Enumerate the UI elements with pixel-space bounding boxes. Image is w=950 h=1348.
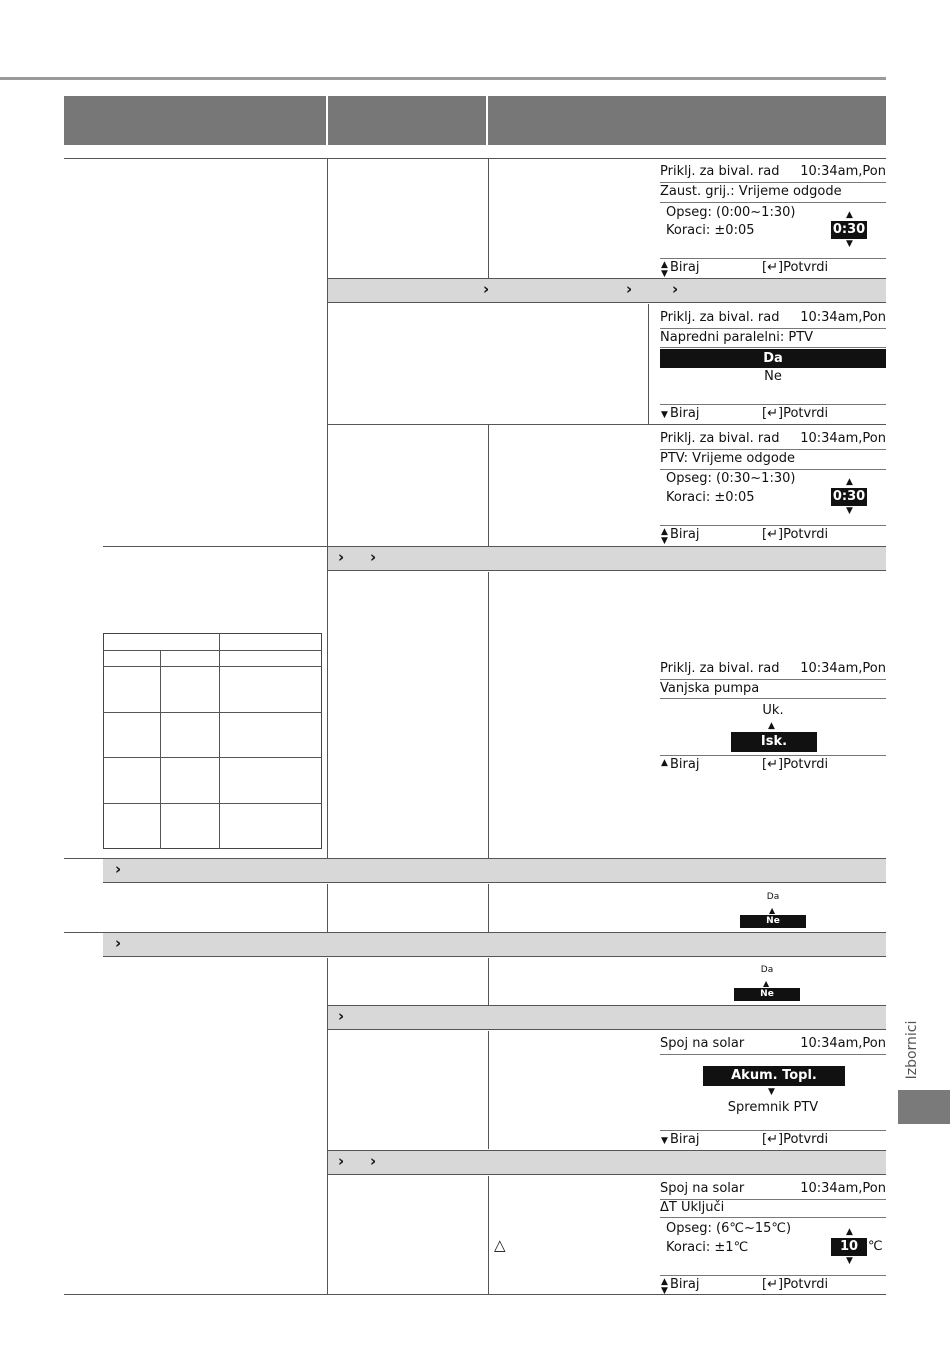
table-header-col-1	[64, 96, 326, 145]
up-down-arrow-icon: ▲ ▼	[661, 527, 668, 546]
down-arrow-icon: ▼	[768, 1087, 775, 1097]
enter-key-icon: ↵	[767, 260, 778, 275]
col-divider	[327, 884, 328, 932]
lcd-screen-ptv-vrijeme-odgode: Priklj. za bival. rad 10:34am,Pon PTV: Vrijeme odgode Opseg: (0:30~1:30) Koraci: ±0:05 ▲ 0:30 ▼ ▲ ▼ Biraj [↵]Potvrdi	[660, 431, 886, 546]
row-divider	[64, 158, 886, 159]
up-arrow-icon: ▲	[661, 758, 668, 768]
mini-selector: Da ▲ Ne	[734, 963, 800, 1003]
down-arrow-icon: ▼	[661, 1136, 668, 1146]
up-down-arrow-icon: ▲ ▼	[661, 1277, 668, 1296]
row-divider	[327, 424, 886, 425]
col-divider	[488, 424, 489, 546]
up-down-arrow-icon: ▲ ▼	[661, 260, 668, 279]
chevron-right-icon: ›	[115, 934, 122, 952]
table-header-col-3	[488, 96, 886, 145]
down-arrow-icon: ▼	[846, 1256, 853, 1266]
chevron-right-icon: ›	[115, 860, 122, 878]
option: Spremnik PTV	[727, 1100, 819, 1115]
col-divider	[488, 572, 489, 858]
col-divider	[488, 884, 489, 932]
chevron-right-icon: ›	[338, 548, 345, 566]
col-divider	[488, 1176, 489, 1294]
lcd-screen-spoj-na-solar: Spoj na solar 10:34am,Pon Akum. Topl. ▼ Spremnik PTV ▼ Biraj [↵]Potvrdi	[660, 1036, 886, 1147]
up-arrow-icon: ▲	[763, 979, 770, 988]
up-arrow-icon: ▲	[769, 906, 776, 915]
col-divider	[488, 958, 489, 1006]
lcd-screen-napredni-paralelni: Priklj. za bival. rad 10:34am,Pon Napredni paralelni: PTV Da Ne ▼ Biraj [↵]Potvrdi	[660, 310, 886, 421]
enter-key-icon: ↵	[767, 1132, 778, 1147]
chevron-right-icon: ›	[626, 280, 633, 298]
col-divider	[327, 158, 328, 858]
menu-path-bar	[328, 278, 886, 303]
menu-path-bar	[103, 932, 886, 957]
up-arrow-icon: ▲	[846, 477, 853, 487]
lcd-screen-vanjska-pumpa: Priklj. za bival. rad 10:34am,Pon Vanjska pumpa Uk. ▲ Isk. ▲ Biraj [↵]Potvrdi	[660, 661, 886, 772]
down-arrow-icon: ▼	[846, 506, 853, 516]
lcd-screen-delta-t-ukljuci: Spoj na solar 10:34am,Pon ΔT Uključi Opseg: (6℃~15℃) Koraci: ±1℃ ▲ 10 ℃ ▼ ▲ ▼ Biraj [↵]Potvrdi	[660, 1181, 886, 1296]
value-box: 10	[831, 1238, 867, 1256]
side-tab-marker	[898, 1090, 950, 1124]
chevron-right-icon: ›	[338, 1152, 345, 1170]
side-tab-label: Izbornici	[904, 1020, 920, 1080]
mini-selector: Da ▲ Ne	[740, 890, 806, 930]
down-arrow-icon: ▼	[661, 410, 668, 420]
enter-key-icon: ↵	[767, 527, 778, 542]
up-arrow-icon: ▲	[846, 210, 853, 220]
col-divider	[648, 304, 649, 424]
chevron-right-icon: ›	[483, 280, 490, 298]
menu-path-bar	[103, 858, 886, 883]
chevron-right-icon: ›	[338, 1007, 345, 1025]
menu-path-bar	[328, 1005, 886, 1030]
enter-key-icon: ↵	[767, 1277, 778, 1292]
menu-path-bar	[328, 546, 886, 571]
menu-path-bar	[328, 1150, 886, 1175]
enter-key-icon: ↵	[767, 757, 778, 772]
chevron-right-icon: ›	[672, 280, 679, 298]
down-arrow-icon: ▼	[846, 239, 853, 249]
chevron-right-icon: ›	[370, 1152, 377, 1170]
value-box: 0:30	[832, 489, 866, 504]
up-arrow-icon: ▲	[846, 1227, 853, 1237]
option-selected: Da	[660, 349, 886, 368]
lcd-screen-zaust-grij: Priklj. za bival. rad 10:34am,Pon Zaust. grij.: Vrijeme odgode Opseg: (0:00~1:30) Koraci: ±0:05 ▲ 0:30 ▼ ▲ ▼ Biraj [↵]Potvrdi	[660, 164, 886, 279]
row-divider	[103, 546, 328, 547]
enter-key-icon: ↵	[767, 406, 778, 421]
option: Uk.	[762, 703, 784, 718]
table-header-col-2	[328, 96, 486, 145]
delta-triangle-icon: △	[494, 1236, 506, 1254]
col-divider	[488, 158, 489, 278]
up-arrow-icon: ▲	[768, 721, 775, 731]
chevron-right-icon: ›	[370, 548, 377, 566]
value-box: 0:30	[832, 222, 866, 237]
col-divider	[488, 1031, 489, 1149]
top-rule	[0, 77, 886, 80]
option-selected: Akum. Topl.	[703, 1066, 845, 1086]
option: Ne	[764, 369, 782, 384]
option-selected: Isk.	[731, 732, 817, 752]
